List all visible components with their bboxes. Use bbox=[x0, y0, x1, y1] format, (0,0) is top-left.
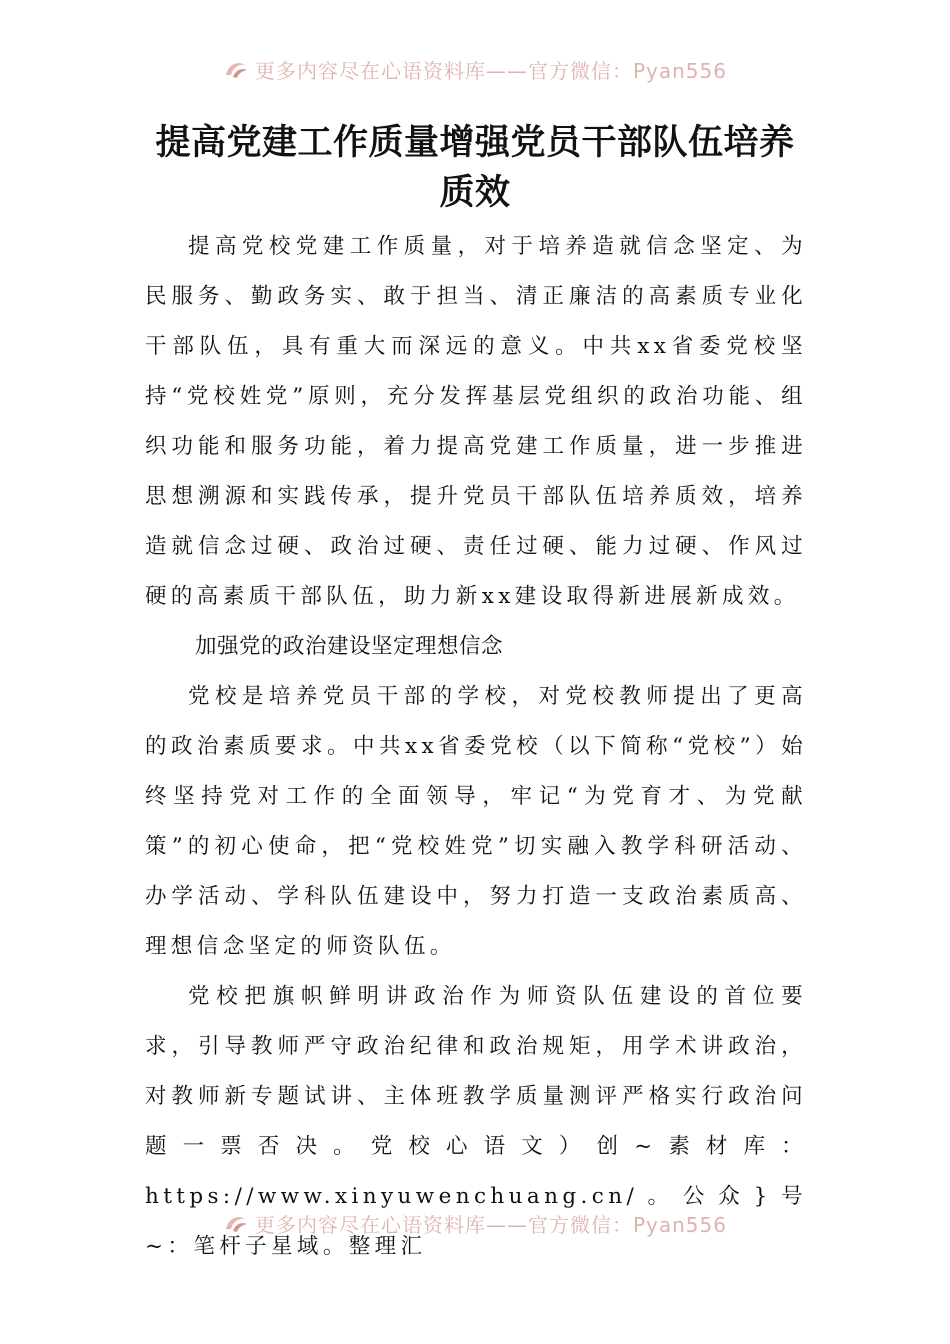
footer-watermark bbox=[0, 1206, 950, 1240]
section-heading: 加强党的政治建设坚定理想信念 bbox=[195, 634, 504, 659]
document-title: 提高党建工作质量增强党员干部队伍培养质效 bbox=[155, 122, 795, 213]
watermark-logo-icon bbox=[223, 1211, 249, 1235]
watermark-text: 更多内容尽在心语资料库——官方微信：Pyan556 bbox=[254, 1212, 727, 1237]
paragraph-political-quality: 党校是培养党员干部的学校，对党校教师提出了更高的政治素质要求。中共xx省委党校（以下简称“党校”）始终坚持党对工作的全面领导，牢记“为党育才、为党献策”的初心使命，把“党校姓党”切实融入教学科研活动、办学活动、学科队伍建设中，努力打造一支政治素质高、理想信念坚定的师资队伍。 bbox=[145, 684, 807, 959]
watermark-text: 更多内容尽在心语资料库——官方微信：Pyan556 bbox=[254, 58, 727, 83]
paragraph-political-requirement: 党校把旗帜鲜明讲政治作为师资队伍建设的首位要求，引导教师严守政治纪律和政治规矩，用学术讲政治，对教师新专题试讲、主体班教学质量测评严格实行政治问题一票否决。党校心语文）创~素材库：https://www.xinyuwenchuang.cn/。公众}号~：笔杆子星域。整理汇 bbox=[145, 984, 807, 1259]
paragraph-intro: 提高党校党建工作质量，对于培养造就信念坚定、为民服务、勤政务实、敢于担当、清正廉洁的高素质专业化干部队伍，具有重大而深远的意义。中共xx省委党校坚持“党校姓党”原则，充分发挥基层党组织的政治功能、组织功能和服务功能，着力提高党建工作质量，进一步推进思想溯源和实践传承，提升党员干部队伍培养质效，培养造就信念过硬、政治过硬、责任过硬、能力过硬、作风过硬的高素质干部队伍，助力新xx建设取得新进展新成效。 bbox=[145, 234, 807, 609]
document-body bbox=[145, 222, 807, 1272]
